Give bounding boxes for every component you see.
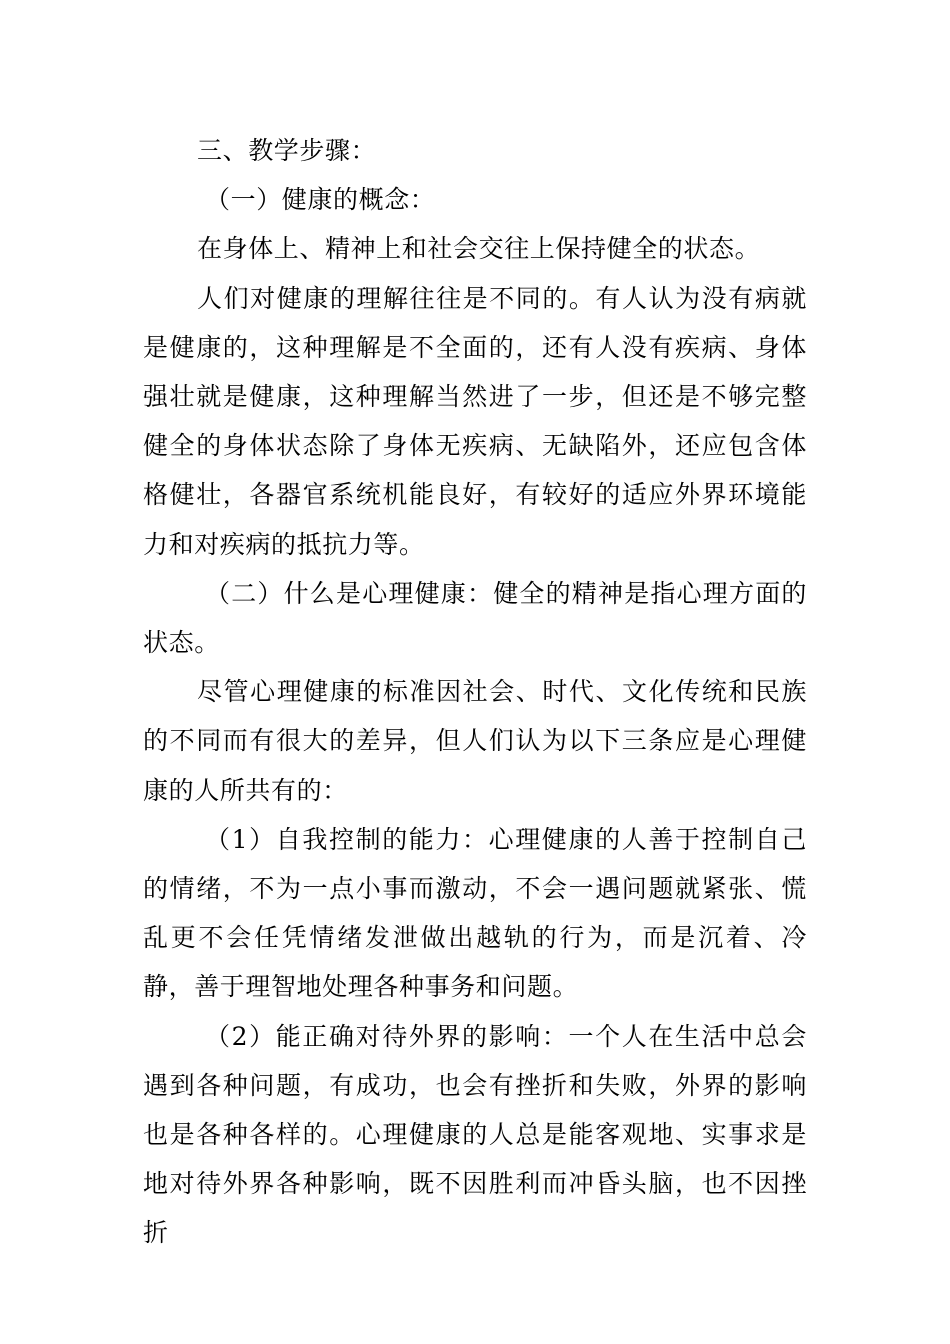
document-body <box>143 126 807 1258</box>
section-2-title: （二）什么是心理健康：健全的精神是指心理方面的状态。 <box>143 578 807 658</box>
section-2-body: 尽管心理健康的标准因社会、时代、文化传统和民族的不同而有很大的差异，但人们认为以下三条应是心理健康的人所共有的： <box>143 677 807 805</box>
list-item-1: （1）自我控制的能力：心理健康的人善于控制自己的情绪，不为一点小事而激动，不会一遇问题就紧张、慌乱更不会任凭情绪发泄做出越轨的行为，而是沉着、冷静，善于理智地处理各种事务和问题。 <box>143 824 807 1002</box>
section-1-title: （一）健康的概念： <box>205 185 436 215</box>
list-item-2: （2）能正确对待外界的影响：一个人在生活中总会遇到各种问题，有成功，也会有挫折和失败，外界的影响也是各种各样的。心理健康的人总是能客观地、实事求是地对待外界各种影响，既不因胜利而冲昏头脑，也不因挫折 <box>143 1021 807 1248</box>
section-1-definition: 在身体上、精神上和社会交往上保持健全的状态。 <box>197 234 761 264</box>
step-heading: 三、教学步骤： <box>197 136 377 165</box>
section-1-body: 人们对健康的理解往往是不同的。有人认为没有病就是健康的，这种理解是不全面的，还有人没有疾病、身体强壮就是健康，这种理解当然进了一步，但还是不够完整健全的身体状态除了身体无疾病、无缺陷外，还应包含体格健壮，各器官系统机能良好，有较好的适应外界环境能力和对疾病的抵抗力等。 <box>143 283 807 559</box>
